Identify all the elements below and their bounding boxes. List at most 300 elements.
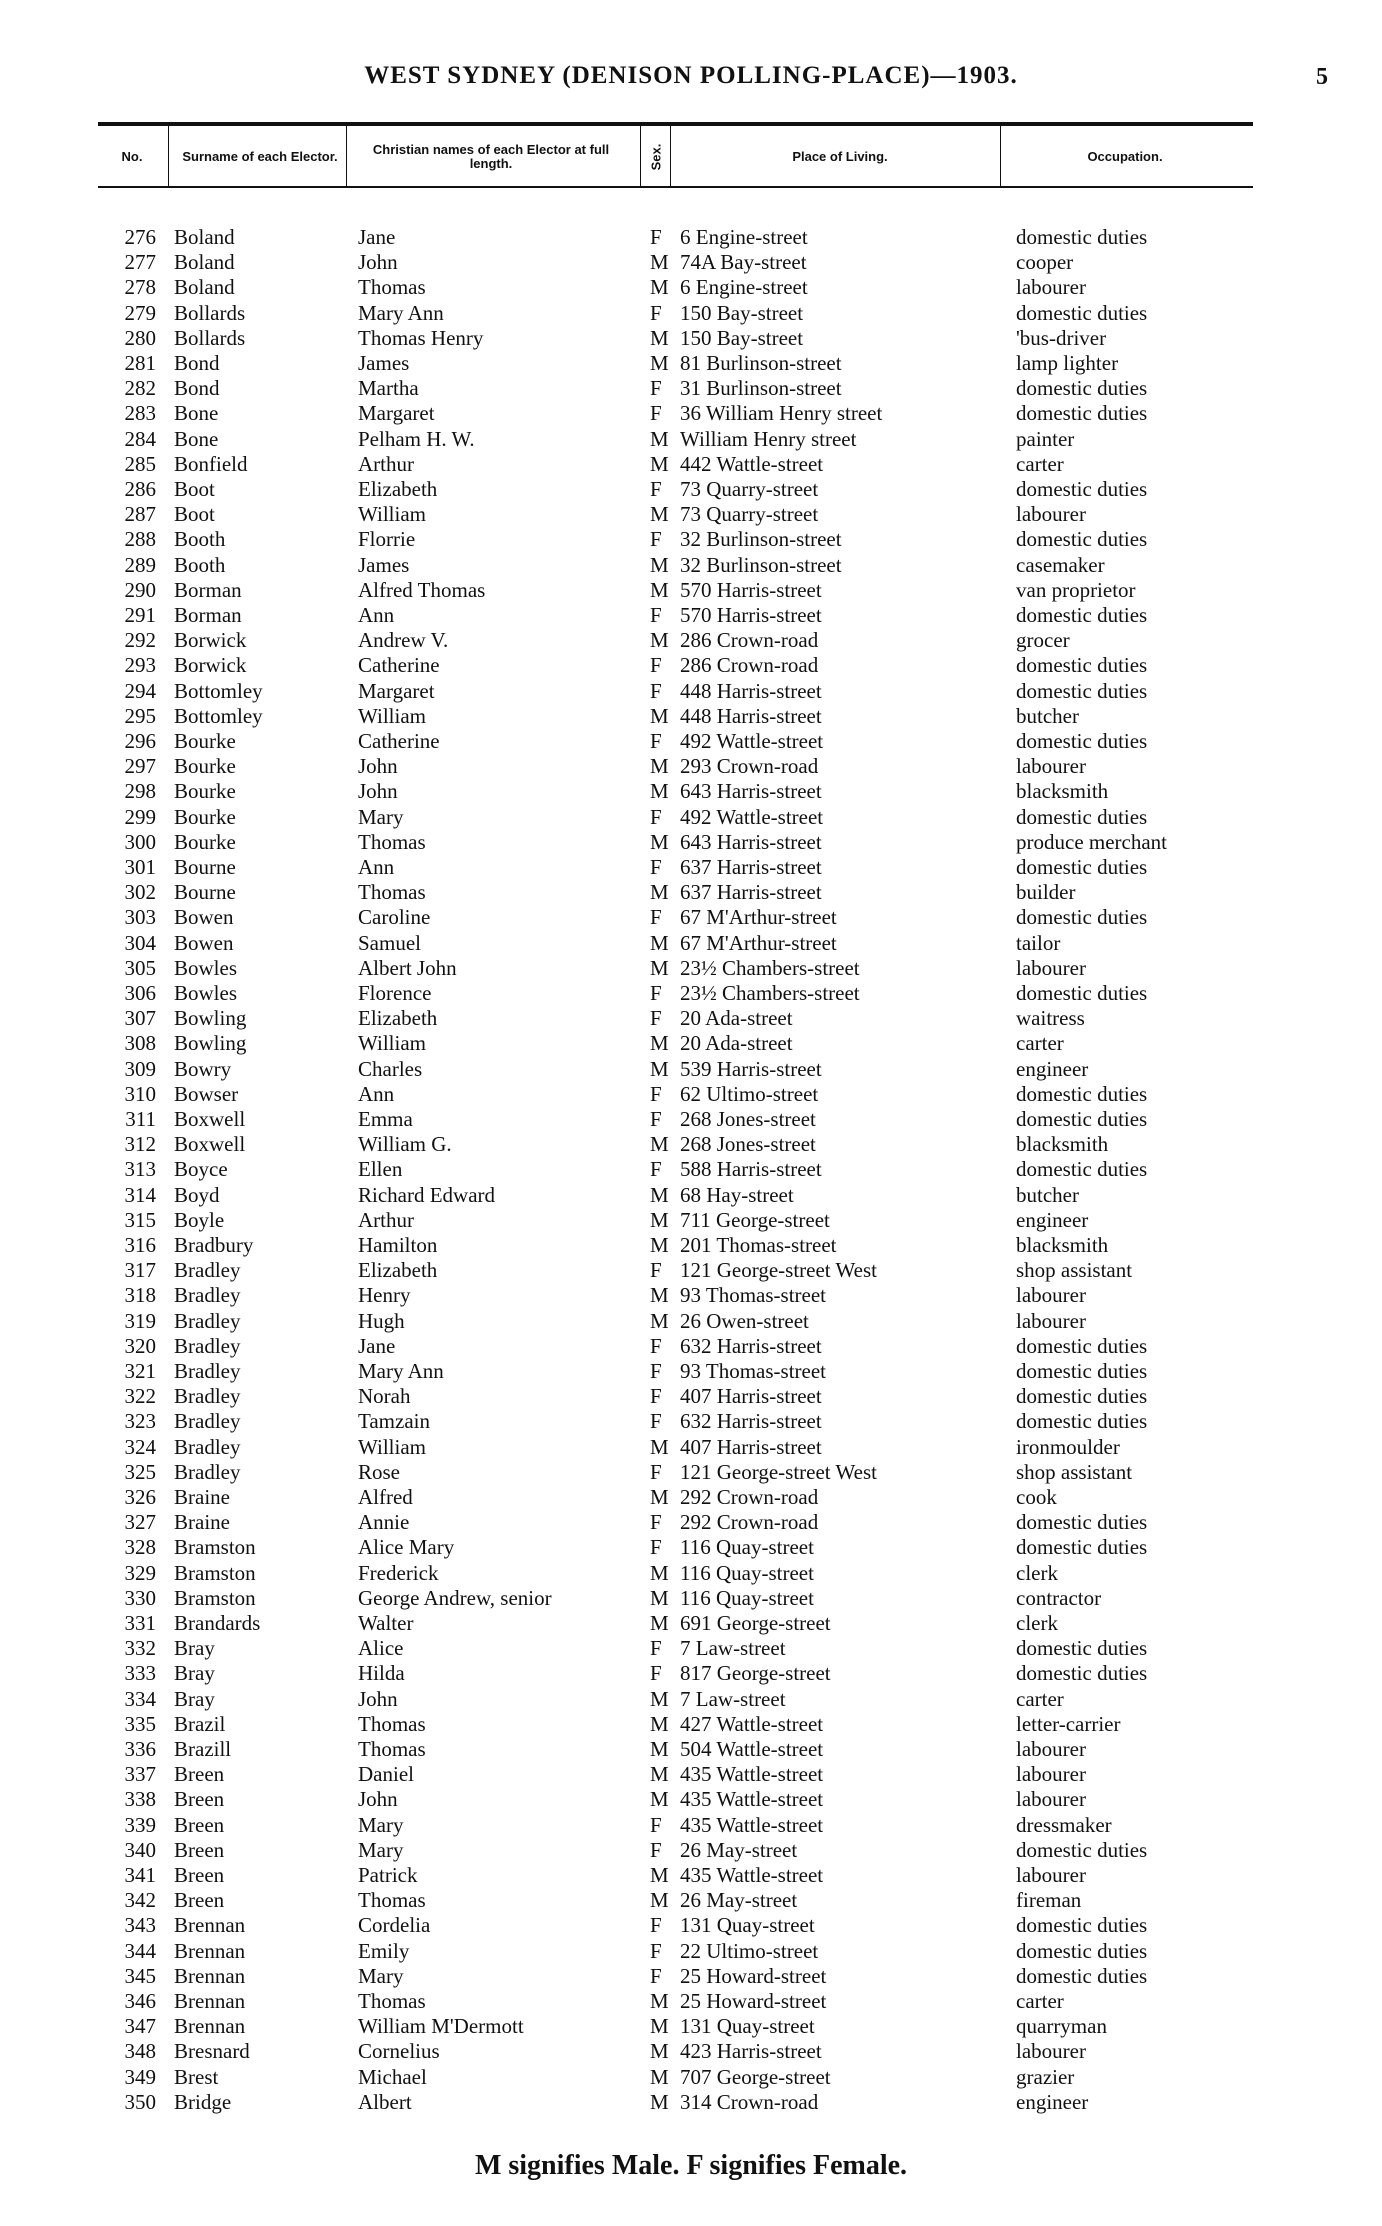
- elector-number: 291: [124, 603, 156, 627]
- elector-surname: Breen: [174, 1787, 225, 1812]
- elector-christian-names: John: [358, 754, 398, 779]
- elector-place-of-living: 62 Ultimo-street: [680, 1081, 819, 1106]
- elector-place-of-living: 632 Harris-street: [680, 1409, 822, 1434]
- elector-place-of-living: 442 Wattle-street: [680, 451, 824, 476]
- elector-christian-names: Arthur: [358, 1207, 414, 1232]
- elector-number: 293: [124, 653, 156, 678]
- table-row: [0, 1208, 1382, 1233]
- elector-place-of-living: 286 Crown-road: [680, 653, 819, 678]
- elector-occupation: labourer: [1016, 275, 1086, 300]
- elector-sex: M: [650, 250, 669, 275]
- elector-surname: Bradley: [174, 1333, 241, 1358]
- elector-christian-names: Alice: [358, 1636, 404, 1661]
- elector-sex: M: [650, 577, 669, 602]
- elector-occupation: cooper: [1016, 250, 1074, 275]
- table-row: [0, 1611, 1382, 1636]
- elector-place-of-living: 6 Engine-street: [680, 275, 808, 300]
- elector-occupation: domestic duties: [1016, 401, 1148, 426]
- elector-place-of-living: 448 Harris-street: [680, 703, 822, 728]
- elector-number: 301: [124, 855, 156, 879]
- elector-sex: F: [650, 1333, 662, 1358]
- elector-occupation: domestic duties: [1016, 376, 1148, 401]
- elector-number: 312: [124, 1132, 156, 1157]
- elector-number: 323: [124, 1409, 156, 1434]
- elector-christian-names: Florence: [358, 981, 432, 1005]
- table-row: [0, 931, 1382, 956]
- table-row: [0, 1460, 1382, 1485]
- elector-place-of-living: 492 Wattle-street: [680, 729, 824, 753]
- elector-christian-names: William G.: [358, 1132, 452, 1157]
- elector-occupation: labourer: [1016, 1863, 1086, 1887]
- elector-place-of-living: 150 Bay-street: [680, 325, 804, 350]
- elector-number: 314: [124, 1182, 156, 1207]
- elector-place-of-living: 643 Harris-street: [680, 829, 822, 854]
- elector-christian-names: Jane: [358, 225, 396, 249]
- elector-surname: Bridge: [174, 2089, 232, 2114]
- elector-surname: Bone: [174, 401, 219, 426]
- elector-sex: M: [650, 1056, 669, 1081]
- header-place: Place of Living.: [792, 149, 888, 164]
- elector-number: 290: [124, 577, 156, 602]
- elector-surname: Brennan: [174, 1963, 246, 1988]
- column-divider: [1000, 126, 1001, 186]
- table-row: [0, 1712, 1382, 1737]
- elector-sex: M: [650, 829, 669, 854]
- elector-christian-names: Mary: [358, 1963, 404, 1988]
- elector-number: 307: [124, 1006, 156, 1031]
- table-row: [0, 1006, 1382, 1031]
- elector-surname: Bottomley: [174, 678, 263, 703]
- elector-surname: Borwick: [174, 628, 247, 653]
- elector-christian-names: Margaret: [358, 401, 435, 426]
- elector-surname: Boxwell: [174, 1132, 246, 1157]
- table-row: [0, 527, 1382, 552]
- elector-number: 319: [124, 1308, 156, 1333]
- elector-number: 288: [124, 527, 156, 552]
- elector-sex: F: [650, 1636, 662, 1661]
- elector-sex: M: [650, 1283, 669, 1308]
- elector-surname: Bradley: [174, 1409, 241, 1434]
- column-divider: [640, 126, 641, 186]
- elector-surname: Brennan: [174, 1913, 246, 1938]
- elector-occupation: domestic duties: [1016, 905, 1148, 930]
- elector-number: 311: [125, 1107, 156, 1131]
- elector-occupation: carter: [1016, 1989, 1064, 2013]
- elector-sex: F: [650, 477, 662, 501]
- elector-christian-names: Andrew V.: [358, 628, 449, 653]
- elector-christian-names: Daniel: [358, 1762, 414, 1787]
- table-row: [0, 477, 1382, 502]
- elector-christian-names: Albert John: [358, 955, 457, 980]
- elector-number: 321: [124, 1359, 156, 1383]
- elector-surname: Borman: [174, 603, 242, 627]
- elector-number: 284: [124, 426, 156, 451]
- elector-christian-names: Ann: [358, 855, 395, 879]
- elector-occupation: labourer: [1016, 1737, 1086, 1761]
- elector-occupation: letter-carrier: [1016, 1711, 1121, 1736]
- elector-surname: Bowles: [174, 981, 237, 1005]
- elector-sex: M: [650, 628, 669, 653]
- header-no: No.: [121, 149, 143, 164]
- elector-number: 294: [124, 678, 156, 703]
- elector-christian-names: Mary Ann: [358, 300, 444, 325]
- elector-place-of-living: 407 Harris-street: [680, 1384, 822, 1409]
- elector-surname: Bollards: [174, 300, 246, 325]
- elector-surname: Bradley: [174, 1359, 241, 1383]
- elector-sex: F: [650, 1359, 662, 1383]
- elector-christian-names: Thomas: [358, 1737, 426, 1761]
- elector-surname: Boxwell: [174, 1107, 246, 1131]
- elector-number: 338: [124, 1787, 156, 1812]
- elector-sex: M: [650, 426, 669, 451]
- elector-sex: F: [650, 1384, 662, 1409]
- elector-surname: Booth: [174, 552, 226, 577]
- elector-sex: F: [650, 376, 662, 401]
- elector-christian-names: Tamzain: [358, 1409, 430, 1434]
- header-bottom-rule: [98, 186, 1253, 188]
- elector-number: 295: [124, 703, 156, 728]
- elector-number: 335: [124, 1711, 156, 1736]
- elector-christian-names: Mary: [358, 804, 404, 829]
- elector-place-of-living: 292 Crown-road: [680, 1510, 819, 1535]
- elector-sex: F: [650, 225, 662, 249]
- elector-surname: Bray: [174, 1636, 215, 1661]
- elector-christian-names: Norah: [358, 1384, 411, 1409]
- elector-sex: M: [650, 2089, 669, 2114]
- elector-place-of-living: 268 Jones-street: [680, 1107, 816, 1131]
- elector-sex: F: [650, 1459, 662, 1484]
- elector-christian-names: Jane: [358, 1333, 396, 1358]
- elector-christian-names: Elizabeth: [358, 1006, 438, 1031]
- table-row: [0, 376, 1382, 401]
- elector-occupation: domestic duties: [1016, 1107, 1148, 1131]
- elector-occupation: domestic duties: [1016, 1510, 1148, 1535]
- table-row: [0, 679, 1382, 704]
- elector-number: 326: [124, 1485, 156, 1509]
- elector-place-of-living: 6 Engine-street: [680, 225, 808, 249]
- page-number: 5: [1316, 64, 1328, 90]
- elector-surname: Bradley: [174, 1434, 241, 1459]
- elector-occupation: engineer: [1016, 1207, 1089, 1232]
- table-row: [0, 275, 1382, 300]
- elector-christian-names: William: [358, 1031, 426, 1056]
- elector-christian-names: Florrie: [358, 527, 416, 552]
- elector-number: 337: [124, 1762, 156, 1787]
- elector-occupation: casemaker: [1016, 552, 1105, 577]
- elector-christian-names: John: [358, 1686, 398, 1711]
- elector-place-of-living: 427 Wattle-street: [680, 1711, 824, 1736]
- elector-sex: M: [650, 1132, 669, 1157]
- elector-surname: Breen: [174, 1837, 225, 1862]
- elector-number: 308: [124, 1031, 156, 1056]
- elector-sex: M: [650, 351, 669, 375]
- elector-surname: Brennan: [174, 2014, 246, 2039]
- elector-number: 310: [124, 1081, 156, 1106]
- elector-place-of-living: 74A Bay-street: [680, 250, 807, 275]
- elector-surname: Brest: [174, 2064, 219, 2089]
- elector-christian-names: Alfred Thomas: [358, 577, 486, 602]
- table-row: [0, 2039, 1382, 2064]
- header-christian-names: Christian names of each Elector at full length.: [372, 142, 610, 171]
- elector-sex: M: [650, 275, 669, 300]
- elector-occupation: engineer: [1016, 2089, 1089, 2114]
- elector-number: 305: [124, 955, 156, 980]
- elector-number: 313: [124, 1157, 156, 1182]
- elector-place-of-living: 435 Wattle-street: [680, 1787, 824, 1812]
- elector-occupation: domestic duties: [1016, 1535, 1148, 1560]
- header-surname: Surname of each Elector.: [182, 149, 338, 164]
- elector-sex: F: [650, 1107, 662, 1131]
- elector-number: 283: [124, 401, 156, 426]
- elector-place-of-living: 292 Crown-road: [680, 1485, 819, 1509]
- elector-place-of-living: 691 George-street: [680, 1611, 831, 1635]
- elector-sex: F: [650, 678, 662, 703]
- table-row: [0, 452, 1382, 477]
- elector-sex: F: [650, 1510, 662, 1535]
- elector-place-of-living: 73 Quarry-street: [680, 502, 819, 527]
- elector-christian-names: William: [358, 703, 426, 728]
- elector-surname: Bradley: [174, 1258, 241, 1283]
- table-row: [0, 301, 1382, 326]
- elector-place-of-living: 131 Quay-street: [680, 1913, 815, 1938]
- table-row: [0, 1838, 1382, 1863]
- table-row: [0, 1082, 1382, 1107]
- elector-place-of-living: 504 Wattle-street: [680, 1737, 824, 1761]
- table-row: [0, 981, 1382, 1006]
- elector-sex: M: [650, 955, 669, 980]
- elector-number: 282: [124, 376, 156, 401]
- table-row: [0, 1309, 1382, 1334]
- elector-number: 318: [124, 1283, 156, 1308]
- elector-occupation: domestic duties: [1016, 981, 1148, 1005]
- elector-occupation: clerk: [1016, 1611, 1058, 1635]
- table-row: [0, 1661, 1382, 1686]
- table-row: [0, 805, 1382, 830]
- elector-sex: F: [650, 1006, 662, 1031]
- elector-occupation: lamp lighter: [1016, 351, 1119, 375]
- table-row: [0, 1334, 1382, 1359]
- table-row: [0, 1939, 1382, 1964]
- elector-christian-names: Thomas Henry: [358, 325, 484, 350]
- elector-occupation: domestic duties: [1016, 678, 1148, 703]
- elector-sex: F: [650, 1081, 662, 1106]
- elector-surname: Bond: [174, 376, 220, 401]
- elector-occupation: blacksmith: [1016, 1132, 1109, 1157]
- elector-christian-names: Ann: [358, 603, 395, 627]
- elector-christian-names: Ellen: [358, 1157, 403, 1182]
- elector-number: 277: [124, 250, 156, 275]
- elector-number: 302: [124, 880, 156, 905]
- elector-place-of-living: 570 Harris-street: [680, 577, 822, 602]
- elector-sex: M: [650, 1762, 669, 1787]
- elector-place-of-living: 637 Harris-street: [680, 855, 822, 879]
- elector-surname: Bresnard: [174, 2039, 250, 2064]
- header-sex: Sex.: [648, 143, 663, 171]
- table-row: [0, 1989, 1382, 2014]
- table-row: [0, 250, 1382, 275]
- elector-surname: Bourne: [174, 880, 236, 905]
- elector-christian-names: Arthur: [358, 451, 414, 476]
- elector-occupation: domestic duties: [1016, 1409, 1148, 1434]
- elector-occupation: clerk: [1016, 1560, 1058, 1585]
- elector-christian-names: Hugh: [358, 1308, 405, 1333]
- elector-number: 298: [124, 779, 156, 804]
- elector-place-of-living: 448 Harris-street: [680, 678, 822, 703]
- elector-christian-names: Patrick: [358, 1863, 418, 1887]
- elector-occupation: domestic duties: [1016, 1636, 1148, 1661]
- elector-christian-names: Richard Edward: [358, 1182, 496, 1207]
- elector-place-of-living: 817 George-street: [680, 1661, 831, 1686]
- elector-sex: F: [650, 1157, 662, 1182]
- elector-occupation: produce merchant: [1016, 829, 1168, 854]
- elector-number: 346: [124, 1989, 156, 2013]
- elector-surname: Bramston: [174, 1535, 256, 1560]
- elector-number: 347: [124, 2014, 156, 2039]
- elector-sex: M: [650, 1787, 669, 1812]
- elector-number: 286: [124, 477, 156, 501]
- table-row: [0, 1737, 1382, 1762]
- elector-sex: F: [650, 855, 662, 879]
- elector-occupation: waitress: [1016, 1006, 1085, 1031]
- table-row: [0, 401, 1382, 426]
- elector-occupation: engineer: [1016, 1056, 1089, 1081]
- elector-sex: M: [650, 703, 669, 728]
- elector-surname: Breen: [174, 1762, 225, 1787]
- elector-number: 309: [124, 1056, 156, 1081]
- elector-occupation: blacksmith: [1016, 779, 1109, 804]
- elector-surname: Bradley: [174, 1283, 241, 1308]
- table-row: [0, 1888, 1382, 1913]
- elector-place-of-living: 73 Quarry-street: [680, 477, 819, 501]
- elector-sex: M: [650, 2039, 669, 2064]
- elector-number: 279: [124, 300, 156, 325]
- elector-surname: Bonfield: [174, 451, 248, 476]
- elector-place-of-living: 116 Quay-street: [680, 1585, 814, 1610]
- elector-number: 320: [124, 1333, 156, 1358]
- elector-occupation: labourer: [1016, 955, 1086, 980]
- elector-place-of-living: 268 Jones-street: [680, 1132, 816, 1157]
- elector-christian-names: Emma: [358, 1107, 413, 1131]
- elector-christian-names: Elizabeth: [358, 477, 438, 501]
- elector-christian-names: Thomas: [358, 1888, 426, 1913]
- elector-occupation: domestic duties: [1016, 225, 1148, 249]
- elector-occupation: butcher: [1016, 703, 1079, 728]
- elector-surname: Bramston: [174, 1560, 256, 1585]
- elector-sex: M: [650, 1611, 669, 1635]
- table-row: [0, 1384, 1382, 1409]
- elector-surname: Bollards: [174, 325, 246, 350]
- table-row: [0, 1813, 1382, 1838]
- elector-place-of-living: 68 Hay-street: [680, 1182, 794, 1207]
- table-row: [0, 1510, 1382, 1535]
- elector-place-of-living: 293 Crown-road: [680, 754, 819, 779]
- elector-surname: Boland: [174, 275, 235, 300]
- elector-sex: F: [650, 603, 662, 627]
- elector-place-of-living: 7 Law-street: [680, 1686, 786, 1711]
- elector-occupation: builder: [1016, 880, 1076, 905]
- elector-surname: Bourke: [174, 804, 236, 829]
- elector-surname: Bray: [174, 1686, 215, 1711]
- elector-number: 278: [124, 275, 156, 300]
- elector-place-of-living: 201 Thomas-street: [680, 1233, 837, 1257]
- elector-surname: Borwick: [174, 653, 247, 678]
- elector-occupation: domestic duties: [1016, 1081, 1148, 1106]
- table-row: [0, 830, 1382, 855]
- elector-place-of-living: 131 Quay-street: [680, 2014, 815, 2039]
- elector-sex: M: [650, 1031, 669, 1056]
- table-row: [0, 1787, 1382, 1812]
- table-row: [0, 704, 1382, 729]
- table-row: [0, 855, 1382, 880]
- elector-occupation: labourer: [1016, 754, 1086, 779]
- elector-place-of-living: 81 Burlinson-street: [680, 351, 842, 375]
- elector-number: 303: [124, 905, 156, 930]
- elector-occupation: 'bus-driver: [1016, 325, 1107, 350]
- elector-sex: F: [650, 1661, 662, 1686]
- elector-christian-names: John: [358, 250, 398, 275]
- table-row: [0, 1687, 1382, 1712]
- elector-surname: Bramston: [174, 1585, 256, 1610]
- elector-surname: Bourne: [174, 855, 236, 879]
- elector-occupation: labourer: [1016, 1787, 1086, 1812]
- elector-sex: F: [650, 1812, 662, 1837]
- elector-sex: M: [650, 552, 669, 577]
- elector-surname: Breen: [174, 1812, 225, 1837]
- table-row: [0, 427, 1382, 452]
- elector-christian-names: Ann: [358, 1081, 395, 1106]
- header-sex-cell: [642, 128, 670, 186]
- elector-place-of-living: 32 Burlinson-street: [680, 552, 842, 577]
- elector-place-of-living: 67 M'Arthur-street: [680, 930, 837, 955]
- table-row: [0, 1762, 1382, 1787]
- elector-christian-names: Martha: [358, 376, 419, 401]
- elector-sex: M: [650, 1737, 669, 1761]
- elector-christian-names: Pelham H. W.: [358, 426, 475, 451]
- elector-christian-names: Charles: [358, 1056, 423, 1081]
- table-row: [0, 1359, 1382, 1384]
- elector-surname: Boyce: [174, 1157, 228, 1182]
- elector-sex: M: [650, 1182, 669, 1207]
- elector-place-of-living: 314 Crown-road: [680, 2089, 819, 2114]
- table-row: [0, 1913, 1382, 1938]
- elector-occupation: domestic duties: [1016, 300, 1148, 325]
- table-row: [0, 326, 1382, 351]
- elector-occupation: domestic duties: [1016, 855, 1148, 879]
- elector-christian-names: Alfred: [358, 1485, 413, 1509]
- elector-place-of-living: 7 Law-street: [680, 1636, 786, 1661]
- table-row: [0, 1863, 1382, 1888]
- table-row: [0, 578, 1382, 603]
- elector-place-of-living: 539 Harris-street: [680, 1056, 822, 1081]
- table-row: [0, 729, 1382, 754]
- table-row: [0, 1132, 1382, 1157]
- elector-surname: Bradbury: [174, 1233, 254, 1257]
- elector-occupation: quarryman: [1016, 2014, 1107, 2039]
- table-row: [0, 1258, 1382, 1283]
- table-row: [0, 1057, 1382, 1082]
- elector-surname: Brandards: [174, 1611, 261, 1635]
- elector-place-of-living: 26 May-street: [680, 1888, 798, 1913]
- table-row: [0, 1183, 1382, 1208]
- elector-christian-names: Elizabeth: [358, 1258, 438, 1283]
- table-row: [0, 603, 1382, 628]
- elector-sex: M: [650, 1888, 669, 1913]
- elector-occupation: labourer: [1016, 502, 1086, 527]
- elector-number: 325: [124, 1459, 156, 1484]
- elector-sex: F: [650, 1409, 662, 1434]
- elector-number: 342: [124, 1888, 156, 1913]
- elector-place-of-living: 25 Howard-street: [680, 1989, 827, 2013]
